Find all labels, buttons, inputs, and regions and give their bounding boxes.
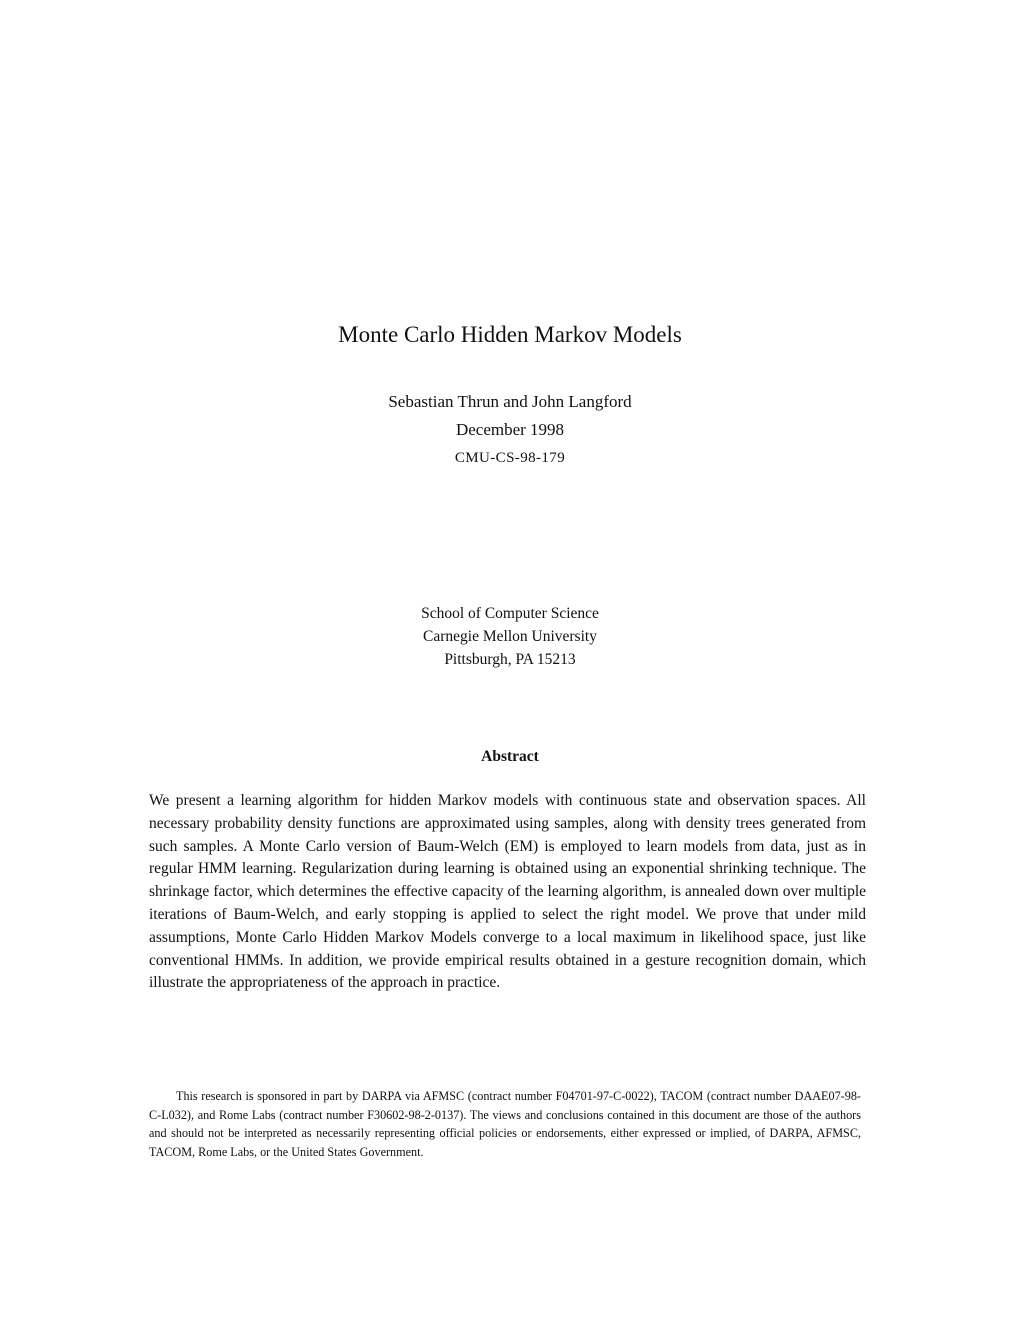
report-number: CMU-CS-98-179	[454, 450, 566, 466]
affiliation-address: Pittsburgh, PA 15213	[444, 651, 576, 668]
affiliation-university: Carnegie Mellon University	[423, 628, 597, 645]
paper-title: Monte Carlo Hidden Markov Models	[338, 322, 682, 347]
publication-date: December 1998	[455, 420, 565, 439]
affiliation-school: School of Computer Science	[421, 605, 599, 622]
author-line: Sebastian Thrun and John Langford	[388, 392, 632, 411]
abstract-heading: Abstract	[481, 748, 539, 765]
funding-footnote: This research is sponsored in part by DARPA via AFMSC (contract number F04701-97-C-0022), TACOM (contract number DAAE07-98-C-L032), and Rome Labs (contract number F30602-98-2-0137). The views and conclusions contained in this document are those of the authors and should not be interpreted as necessarily representing official policies or endorsements, either expressed or implied, of DARPA, AFMSC, TACOM, Rome Labs, or the United States Government.	[149, 1089, 861, 1159]
abstract-text: We present a learning algorithm for hidden Markov models with continuous state and observation spaces. All necessary probability density functions are approximated using samples, along with density trees generated from such samples. A Monte Carlo version of Baum-Welch (EM) is employed to learn models from data, just as in regular HMM learning. Regularization during learning is obtained using an exponential shrinking technique. The shrinkage factor, which determines the effective capacity of the learning algorithm, is annealed down over multiple iterations of Baum-Welch, and early stopping is applied to select the right model. We prove that under mild assumptions, Monte Carlo Hidden Markov Models converge to a local maximum in likelihood space, just like conventional HMMs. In addition, we provide empirical results obtained in a gesture recognition domain, which illustrate the appropriateness of the approach in practice.	[149, 792, 866, 992]
